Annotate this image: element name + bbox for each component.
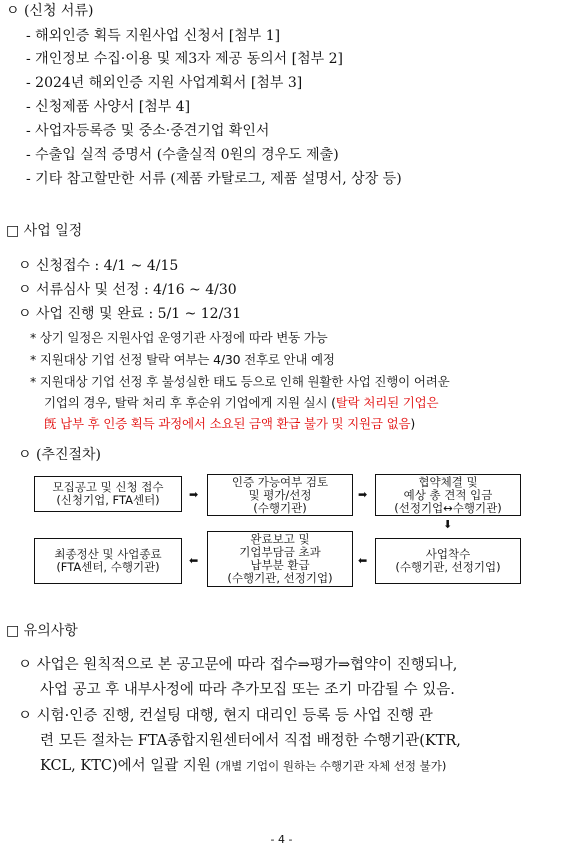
notice-title: □ 유의사항 — [6, 623, 78, 639]
step-review — [207, 474, 353, 516]
step-settlement — [34, 538, 182, 584]
step-line: (선정기업↔수행기관) — [394, 500, 502, 515]
doc-item: - 사업자등록증 및 중소·중견기업 확인서 — [26, 123, 270, 139]
schedule-item: ㅇ 신청접수 : 4/1 ~ 4/15 — [18, 258, 179, 274]
arrow-left-icon: ⬅ — [189, 554, 199, 567]
notice-item-2-last — [40, 757, 446, 775]
schedule-item: ㅇ 사업 진행 및 완료 : 5/1 ~ 12/31 — [18, 306, 242, 322]
note-red-line: 旣 납부 후 인증 획득 과정에서 소요된 금액 환급 불가 및 지원금 없음 — [44, 416, 411, 431]
page-number: - 4 - — [270, 833, 293, 846]
notice-item-1-cont: 사업 공고 후 내부사정에 따라 추가모집 또는 조기 마감될 수 있음. — [40, 682, 455, 698]
step-line: (수행기관, 선정기업) — [227, 571, 333, 585]
step-line: 사업착수 — [425, 547, 471, 561]
doc-item: - 수출입 실적 증명서 (수출실적 0원의 경우도 제출) — [26, 147, 339, 163]
step-recruit — [34, 476, 182, 512]
schedule-note-cont — [44, 394, 438, 412]
step-completion — [207, 531, 353, 587]
arrow-down-icon: ⬇ — [443, 518, 453, 531]
schedule-note: * 지원대상 기업 선정 탈락 여부는 4/30 전후로 안내 예정 — [30, 352, 335, 367]
doc-item: - 해외인증 획득 지원사업 신청서 [첨부 1] — [26, 28, 281, 44]
step-line: 모집공고 및 신청 접수 — [52, 480, 164, 494]
step-line: (수행기관, 선정기업) — [395, 560, 501, 574]
schedule-note-red-line — [44, 415, 415, 433]
schedule-title: □ 사업 일정 — [6, 223, 83, 239]
step-start — [375, 538, 521, 584]
doc-item: - 기타 참고할만한 서류 (제품 카탈로그, 제품 설명서, 상장 등) — [26, 171, 402, 187]
procedure-heading: ㅇ (추진절차) — [18, 447, 101, 463]
step-line: (FTA센터, 수행기관) — [56, 560, 160, 574]
step-line: (수행기관) — [253, 500, 307, 515]
step-line: 기업부담금 초과 — [239, 545, 321, 559]
doc-item: - 2024년 해외인증 지원 사업계획서 [첨부 3] — [26, 75, 303, 91]
arrow-left-icon: ⬅ — [358, 554, 368, 567]
step-contract — [375, 474, 521, 516]
step-line: 완료보고 및 — [250, 532, 310, 546]
notice-item-2-small: (개별 기업이 원하는 수행기관 자체 선정 불가) — [215, 759, 447, 773]
schedule-item: ㅇ 서류심사 및 선정 : 4/16 ~ 4/30 — [18, 282, 237, 298]
schedule-note: * 상기 일정은 지원사업 운영기관 사정에 따라 변동 가능 — [30, 330, 328, 345]
step-line: 최종정산 및 사업종료 — [54, 547, 162, 561]
note-cont-text: 기업의 경우, 탈락 처리 후 후순위 기업에게 지원 실시 ( — [44, 395, 336, 410]
step-line: 예상 총 견적 입금 — [403, 487, 493, 502]
arrow-right-icon: ➡ — [189, 488, 199, 501]
step-line: 및 평가/선정 — [248, 487, 312, 502]
notice-item-2-cont: 련 모든 절차는 FTA종합지원센터에서 직접 배정한 수행기관(KTR, — [40, 733, 461, 749]
note-end: ) — [410, 416, 416, 431]
step-line: (신청기업, FTA센터) — [56, 493, 160, 507]
docs-heading: ㅇ (신청 서류) — [6, 3, 94, 19]
doc-item: - 개인정보 수집·이용 및 제3자 제공 동의서 [첨부 2] — [26, 51, 343, 67]
arrow-right-icon: ➡ — [358, 488, 368, 501]
note-red-text: 탈락 처리된 기업은 — [335, 395, 439, 410]
notice-item-1: ㅇ 사업은 원칙적으로 본 공고문에 따라 접수⇒평가⇒협약이 진행되나, — [18, 657, 458, 673]
doc-item: - 신청제품 사양서 [첨부 4] — [26, 99, 191, 115]
schedule-note: * 지원대상 기업 선정 후 불성실한 태도 등으로 인해 원활한 사업 진행이 어려운 — [30, 374, 450, 389]
step-line: 납부분 환급 — [250, 558, 310, 572]
step-line: 인증 가능여부 검토 — [231, 474, 329, 489]
notice-item-2-text: KCL, KTC)에서 일괄 지원 — [40, 758, 211, 774]
notice-item-2: ㅇ 시험·인증 진행, 컨설팅 대행, 현지 대리인 등록 등 사업 진행 관 — [18, 708, 433, 724]
step-line: 협약체결 및 — [418, 474, 478, 489]
